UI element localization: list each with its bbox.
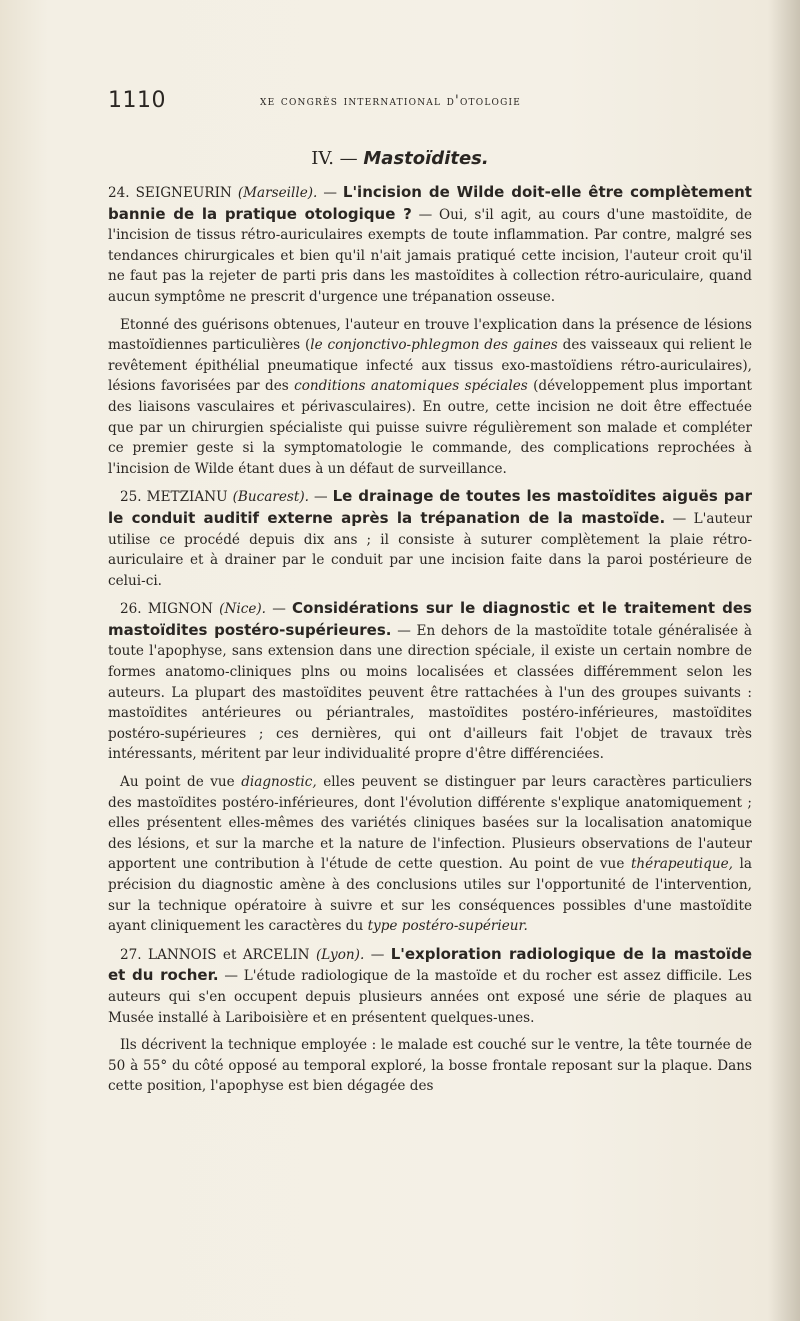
entry-author: SEIGNEURIN [135, 185, 232, 201]
paragraph-text: Etonné des guérisons obtenues, l'auteur en trouve l'explication dans la présence de lésions mastoïdiennes particulières ( [108, 316, 752, 354]
article-body [108, 182, 752, 1104]
entry-24 [108, 182, 752, 308]
entry-title: Considérations sur le diagnostic et le traitement des mastoïdites postéro-supérieures. [108, 599, 752, 639]
entry-number: 25. [120, 489, 142, 506]
entry-city: (Nice). [219, 601, 266, 618]
entry-text: — L'auteur utilise ce procédé depuis dix ans ; il consiste à suturer complètement la plaie rétro-auriculaire et à drainer par le conduit par une incision faite dans la paroi postérieure de celui-ci. [108, 510, 753, 589]
entry-number: 26. [120, 601, 142, 618]
entry-24-paragraph-2 [108, 315, 752, 480]
entry-separator: — [317, 185, 343, 201]
entry-26 [108, 598, 752, 765]
italic-text: le conjonctivo-phlegmon des gaines [310, 337, 558, 354]
italic-text: thérapeutique, [630, 856, 733, 873]
italic-text: conditions anatomiques spéciales [294, 378, 528, 395]
entry-25 [108, 486, 752, 591]
entry-author: MIGNON [147, 601, 213, 618]
entry-city: (Lyon). [315, 946, 365, 963]
entry-author: METZIANU [146, 489, 228, 506]
paragraph-text: Ils décrivent la technique employée : le malade est couché sur le ventre, la tête tournée de 50 à 55° du côté opposé au temporal exploré, la bosse frontale reposant sur la plaque. Dans cette position, l'apophyse est bien dégagée des [108, 1037, 752, 1095]
paragraph-text: Au point de vue [120, 774, 242, 791]
paragraph-text: des vaisseaux qui relient le revêtement épithélial pneumatique infecté aux tissus exo-mastoïdiens rétro-auriculaires), lésions favorisées par des [108, 337, 753, 395]
paragraph-text: la précision du diagnostic amène à des conclusions utiles sur l'opportunité de l'intervention, sur la technique opératoire à suivre et sur les conséquences possibles d'une mastoïdite ayant cliniquement les caractères du [108, 856, 752, 935]
entry-city: (Marseille). [237, 185, 318, 201]
page-number: 1110 [108, 88, 166, 113]
entry-separator: — [308, 489, 333, 506]
section-heading [0, 148, 800, 169]
entry-27 [108, 944, 752, 1028]
entry-title: L'exploration radiologique de la mastoïde et du rocher. [108, 944, 752, 985]
entry-separator: — [265, 601, 292, 618]
section-numeral: IV. — [311, 148, 358, 169]
entry-text: — Oui, s'il agit, au cours d'une mastoïdite, de l'incision de tissus rétro-auriculaires exempts de toute inflammation. Par contre, malgré ses tendances chirurgicales et bien qu'il n'ait jamais pratiqué cette incision, l'auteur croit qu'il ne faut pas la rejeter de parti pris dans les mastoïdites à collection rétro-auriculaire, quand aucun symptôme ne prescrit d'urgence une trépanation osseuse. [108, 206, 753, 305]
entry-title: L'incision de Wilde doit-elle être complètement bannie de la pratique otologique ? [108, 183, 752, 223]
italic-text: diagnostic, [241, 774, 317, 791]
italic-text: type postéro-supérieur. [367, 918, 528, 935]
entry-city: (Bucarest). [232, 489, 309, 506]
entry-author: LANNOIS et ARCELIN [148, 946, 310, 963]
entry-27-paragraph-2 [108, 1035, 752, 1097]
running-title: xe congrès international d'otologie [260, 93, 521, 109]
section-title: Mastoïdites. [363, 148, 489, 169]
entry-26-paragraph-2 [108, 772, 752, 937]
entry-text: — L'étude radiologique de la mastoïde et du rocher est assez difficile. Les auteurs qui s'en occupent depuis plusieurs années ont exposé une série de plaques au Musée installé à Lariboisière et en présentent quelques-unes. [108, 968, 753, 1026]
running-header [108, 88, 752, 118]
entry-separator: — [364, 946, 391, 963]
entry-text: — En dehors de la mastoïdite totale généralisée à toute l'apophyse, sans extension dans une direction spéciale, il existe un certain nombre de formes anatomo-cliniques plns ou moins localisées et classées différemment selon les auteurs. La plupart des mastoïdites peuvent être rattachées à l'un des groupes suivants : mastoïdites antérieures ou périantrales, mastoïdites postéro-inférieures, mastoïdites postéro-supérieures ; ces dernières, qui ont d'ailleurs fait l'objet de travaux très intéressants, méritent par leur individualité propre d'être différenciées. [108, 622, 752, 763]
paragraph-text: (développement plus important des liaisons vasculaires et périvasculaires). En outre, cette incision ne doit être effectuée que par un chirurgien spécialiste qui puisse suivre régulièrement son malade et compléter ce premier geste si la symptomatologie le commande, des complications reprochées à l'incision de Wilde étant dues à un défaut de surveillance. [108, 378, 753, 477]
paragraph-text: elles peuvent se distinguer par leurs caractères particuliers des mastoïdites postéro-inférieures, dont l'évolution différente s'explique anatomiquement ; elles présentent elles-mêmes des variétés cliniques basées sur la localisation anatomique des lésions, et sur la marche et la nature de l'infection. Plusieurs observations de l'auteur apportent une contribution à l'étude de cette question. Au point de vue [108, 774, 752, 873]
entry-number: 27. [120, 946, 142, 963]
entry-number: 24. [108, 185, 130, 201]
entry-title: Le drainage de toutes les mastoïdites aiguës par le conduit auditif externe après la trépanation de la mastoïde. [108, 487, 752, 527]
